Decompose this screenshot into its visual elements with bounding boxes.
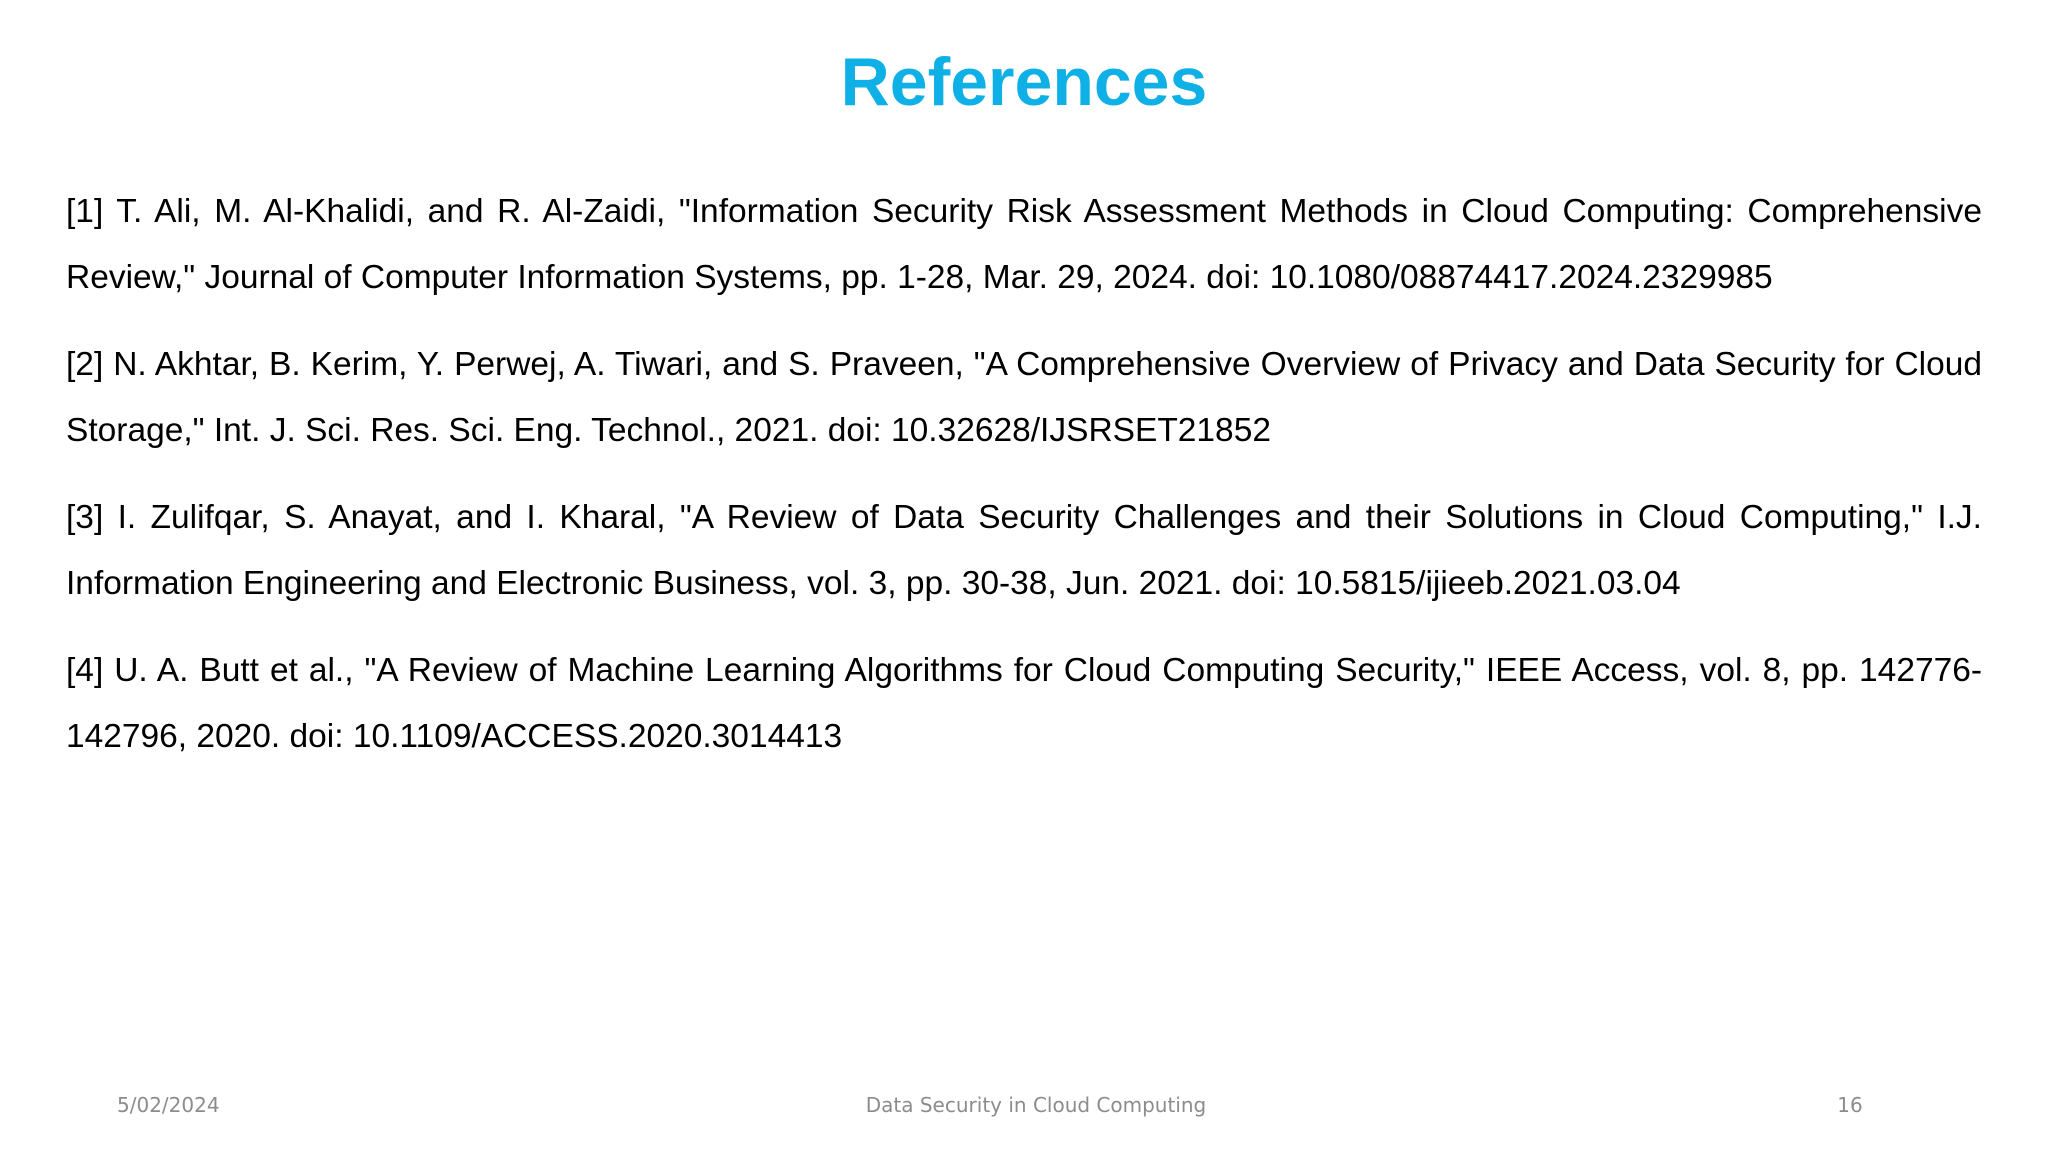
- reference-item: [3] I. Zulifqar, S. Anayat, and I. Kharal, "A Review of Data Security Challenges and their Solutions in Cloud Computing," I.J. Information Engineering and Electronic Business, vol. 3, pp. 30-38, Jun. 2021. doi: 10.5815/ijieeb.2021.03.04: [66, 499, 1982, 602]
- reference-item: [1] T. Ali, M. Al-Khalidi, and R. Al-Zaidi, "Information Security Risk Assessment Methods in Cloud Computing: Comprehensive Review," Journal of Computer Information Systems, pp. 1-28, Mar. 29, 2024. doi: 10.1080/08874417.2024.2329985: [66, 193, 1982, 296]
- reference-item: [2] N. Akhtar, B. Kerim, Y. Perwej, A. Tiwari, and S. Praveen, "A Comprehensive Overview of Privacy and Data Security for Cloud Storage," Int. J. Sci. Res. Sci. Eng. Technol., 2021. doi: 10.32628/IJSRSET21852: [66, 346, 1982, 449]
- reference-list: [66, 179, 1982, 791]
- slide-title: References: [840, 44, 1208, 120]
- footer-date: 5/02/2024: [117, 1093, 220, 1117]
- page-number: 16: [1837, 1093, 1863, 1117]
- footer-title: Data Security in Cloud Computing: [865, 1093, 1207, 1117]
- reference-item: [4] U. A. Butt et al., "A Review of Machine Learning Algorithms for Cloud Computing Security," IEEE Access, vol. 8, pp. 142776-142796, 2020. doi: 10.1109/ACCESS.2020.3014413: [66, 652, 1982, 755]
